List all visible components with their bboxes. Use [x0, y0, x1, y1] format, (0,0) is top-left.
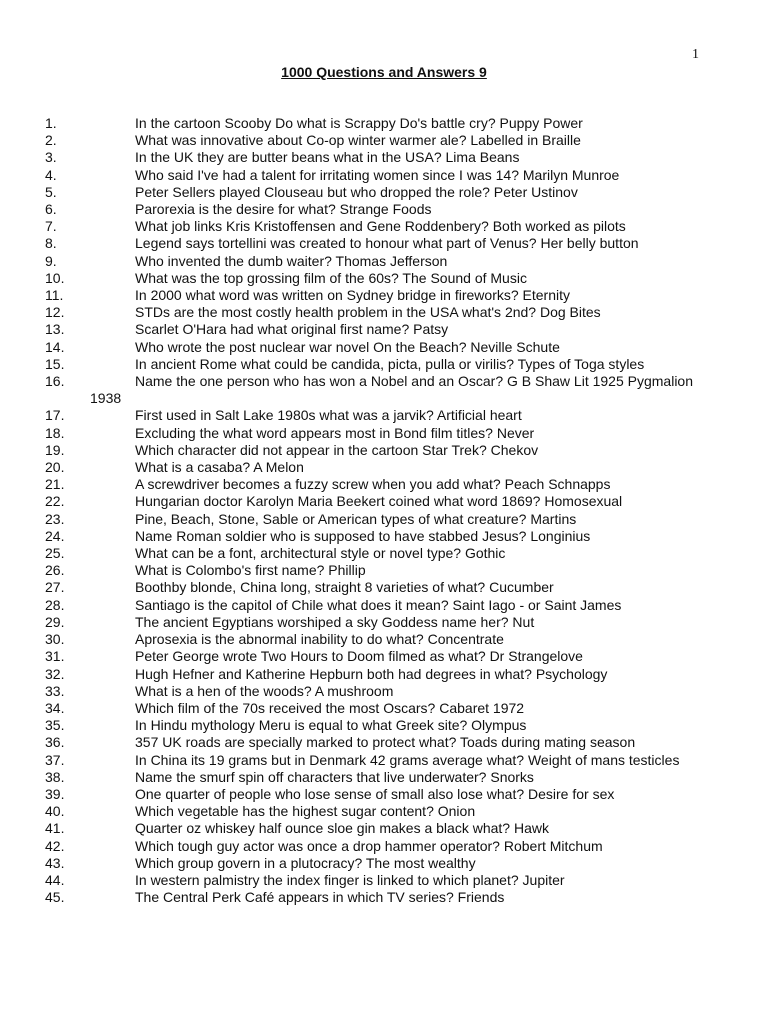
- item-text: Excluding the what word appears most in Bond film titles? Never: [135, 424, 535, 441]
- item-number: 28.: [45, 596, 65, 613]
- item-number: 2.: [45, 132, 57, 149]
- item-text: One quarter of people who lose sense of small also lose what? Desire for sex: [135, 785, 615, 802]
- item-text: Who wrote the post nuclear war novel On the Beach? Neville Schute: [135, 338, 560, 355]
- list-item: [0, 476, 768, 493]
- item-number: 40.: [45, 803, 65, 820]
- item-number: 11.: [45, 287, 64, 304]
- list-item: [0, 562, 768, 579]
- item-number: 32.: [45, 665, 65, 682]
- item-number: 3.: [45, 149, 57, 166]
- item-text: Who invented the dumb waiter? Thomas Jefferson: [135, 252, 448, 269]
- item-text: Quarter oz whiskey half ounce sloe gin makes a black what? Hawk: [135, 820, 549, 837]
- item-text: A screwdriver becomes a fuzzy screw when you add what? Peach Schnapps: [135, 476, 611, 493]
- item-number: 14.: [45, 338, 65, 355]
- list-item: [0, 803, 768, 820]
- item-number: 38.: [45, 768, 65, 785]
- item-text: Name the smurf spin off characters that live underwater? Snorks: [135, 768, 534, 785]
- list-item: [0, 752, 768, 769]
- item-number: 24.: [45, 527, 65, 544]
- list-item: [0, 614, 768, 631]
- item-text: First used in Salt Lake 1980s what was a jarvik? Artificial heart: [135, 407, 522, 424]
- list-item: [0, 287, 768, 304]
- list-item: [0, 201, 768, 218]
- item-text: Hugh Hefner and Katherine Hepburn both had degrees in what? Psychology: [135, 665, 608, 682]
- item-text: Who said I've had a talent for irritating women since I was 14? Marilyn Munroe: [135, 166, 620, 183]
- list-item: [0, 321, 768, 338]
- question-list: [0, 115, 768, 906]
- item-text: Legend says tortellini was created to honour what part of Venus? Her belly button: [135, 235, 639, 252]
- list-item: [0, 218, 768, 235]
- list-item: [0, 700, 768, 717]
- item-text: In ancient Rome what could be candida, picta, pulla or virilis? Types of Toga styles: [135, 355, 645, 372]
- item-text: Which film of the 70s received the most Oscars? Cabaret 1972: [135, 699, 525, 716]
- list-item: [0, 407, 768, 424]
- item-number: 31.: [45, 648, 65, 665]
- item-number: 37.: [45, 751, 65, 768]
- list-item: [0, 648, 768, 665]
- list-item: [0, 304, 768, 321]
- item-text: Name Roman soldier who is supposed to have stabbed Jesus? Longinius: [135, 527, 591, 544]
- item-text: Santiago is the capitol of Chile what does it mean? Saint Iago - or Saint James: [135, 596, 622, 613]
- list-item: [0, 889, 768, 906]
- list-item: [0, 167, 768, 184]
- list-item: [0, 253, 768, 270]
- list-item: [0, 545, 768, 562]
- item-text: Which character did not appear in the cartoon Star Trek? Chekov: [135, 441, 539, 458]
- item-number: 12.: [45, 304, 65, 321]
- list-item: [0, 786, 768, 803]
- list-item: [0, 855, 768, 872]
- list-item: [0, 872, 768, 889]
- list-item: [0, 528, 768, 545]
- item-text: The ancient Egyptians worshiped a sky Goddess name her? Nut: [135, 613, 535, 630]
- item-number: 8.: [45, 235, 57, 252]
- list-item: [0, 149, 768, 166]
- item-text: Name the one person who has won a Nobel and an Oscar? G B Shaw Lit 1925 Pygmalion 1938: [90, 373, 693, 407]
- list-item: [0, 184, 768, 201]
- item-text: Aprosexia is the abnormal inability to do what? Concentrate: [135, 631, 504, 648]
- item-text: What was innovative about Co-op winter warmer ale? Labelled in Braille: [135, 132, 581, 149]
- page-number: 1: [692, 47, 699, 62]
- item-number: 19.: [45, 441, 65, 458]
- list-item: [0, 132, 768, 149]
- item-text: What is a casaba? A Melon: [135, 459, 304, 476]
- list-item: [0, 734, 768, 751]
- list-item: [0, 235, 768, 252]
- list-item: [0, 717, 768, 734]
- item-number: 42.: [45, 837, 65, 854]
- item-text: 357 UK roads are specially marked to protect what? Toads during mating season: [135, 734, 636, 751]
- item-text: In China its 19 grams but in Denmark 42 grams average what? Weight of mans testicles: [135, 751, 680, 768]
- item-text: In the cartoon Scooby Do what is Scrappy Do's battle cry? Puppy Power: [135, 115, 583, 131]
- item-text: Which group govern in a plutocracy? The most wealthy: [135, 854, 476, 871]
- list-item: [0, 339, 768, 356]
- item-number: 27.: [45, 579, 65, 596]
- list-item: [0, 579, 768, 596]
- item-number: 29.: [45, 613, 65, 630]
- item-text: In Hindu mythology Meru is equal to what Greek site? Olympus: [135, 717, 527, 734]
- document-title: 1000 Questions and Answers 9: [281, 64, 487, 80]
- item-number: 13.: [45, 321, 65, 338]
- list-item: [0, 820, 768, 837]
- list-item: [0, 115, 768, 132]
- item-number: 7.: [45, 218, 57, 235]
- item-number: 26.: [45, 562, 65, 579]
- item-number: 17.: [45, 407, 65, 424]
- item-text: What can be a font, architectural style or novel type? Gothic: [135, 545, 506, 562]
- list-item: [0, 838, 768, 855]
- item-text: What is a hen of the woods? A mushroom: [135, 682, 394, 699]
- item-number: 39.: [45, 785, 65, 802]
- item-text: What is Colombo's first name? Phillip: [135, 562, 366, 579]
- item-number: 22.: [45, 493, 65, 510]
- list-item: [0, 373, 768, 407]
- item-number: 18.: [45, 424, 65, 441]
- item-text: Peter Sellers played Clouseau but who dropped the role? Peter Ustinov: [135, 183, 578, 200]
- item-text: Which tough guy actor was once a drop hammer operator? Robert Mitchum: [135, 837, 603, 854]
- list-item: [0, 493, 768, 510]
- item-number: 41.: [45, 820, 65, 837]
- item-text: Boothby blonde, China long, straight 8 varieties of what? Cucumber: [135, 579, 554, 596]
- list-item: [0, 683, 768, 700]
- item-text: Scarlet O'Hara had what original first name? Patsy: [135, 321, 449, 338]
- item-number: 21.: [45, 476, 65, 493]
- item-text: In western palmistry the index finger is linked to which planet? Jupiter: [135, 871, 565, 888]
- list-item: [0, 425, 768, 442]
- item-number: 30.: [45, 631, 65, 648]
- item-number: 15.: [45, 355, 65, 372]
- item-number: 25.: [45, 545, 65, 562]
- list-item: [0, 356, 768, 373]
- item-number: 36.: [45, 734, 65, 751]
- item-text: What job links Kris Kristoffensen and Gene Roddenbery? Both worked as pilots: [135, 218, 626, 235]
- item-number: 16.: [45, 373, 65, 390]
- list-item: [0, 631, 768, 648]
- item-number: 9.: [45, 252, 57, 269]
- list-item: [0, 442, 768, 459]
- list-item: [0, 666, 768, 683]
- list-item: [0, 511, 768, 528]
- list-item: [0, 270, 768, 287]
- item-number: 43.: [45, 854, 65, 871]
- list-item: [0, 597, 768, 614]
- item-number: 45.: [45, 889, 65, 906]
- list-item: [0, 769, 768, 786]
- item-number: 20.: [45, 459, 65, 476]
- item-number: 6.: [45, 201, 57, 218]
- item-number: 1.: [45, 115, 57, 131]
- item-number: 10.: [45, 269, 65, 286]
- item-text: In 2000 what word was written on Sydney bridge in fireworks? Eternity: [135, 287, 570, 304]
- item-text: STDs are the most costly health problem in the USA what's 2nd? Dog Bites: [135, 304, 601, 321]
- item-number: 33.: [45, 682, 65, 699]
- item-text: Hungarian doctor Karolyn Maria Beekert coined what word 1869? Homosexual: [135, 493, 623, 510]
- item-number: 4.: [45, 166, 57, 183]
- list-item: [0, 459, 768, 476]
- item-text: What was the top grossing film of the 60s? The Sound of Music: [135, 269, 527, 286]
- item-number: 23.: [45, 510, 65, 527]
- item-text: The Central Perk Café appears in which TV series? Friends: [135, 889, 505, 906]
- item-number: 35.: [45, 717, 65, 734]
- item-number: 44.: [45, 871, 65, 888]
- item-number: 34.: [45, 699, 65, 716]
- item-text: Peter George wrote Two Hours to Doom filmed as what? Dr Strangelove: [135, 648, 583, 665]
- item-text: Pine, Beach, Stone, Sable or American types of what creature? Martins: [135, 510, 577, 527]
- item-text: In the UK they are butter beans what in the USA? Lima Beans: [135, 149, 520, 166]
- item-text: Parorexia is the desire for what? Strange Foods: [135, 201, 432, 218]
- item-number: 5.: [45, 183, 57, 200]
- item-text: Which vegetable has the highest sugar content? Onion: [135, 803, 476, 820]
